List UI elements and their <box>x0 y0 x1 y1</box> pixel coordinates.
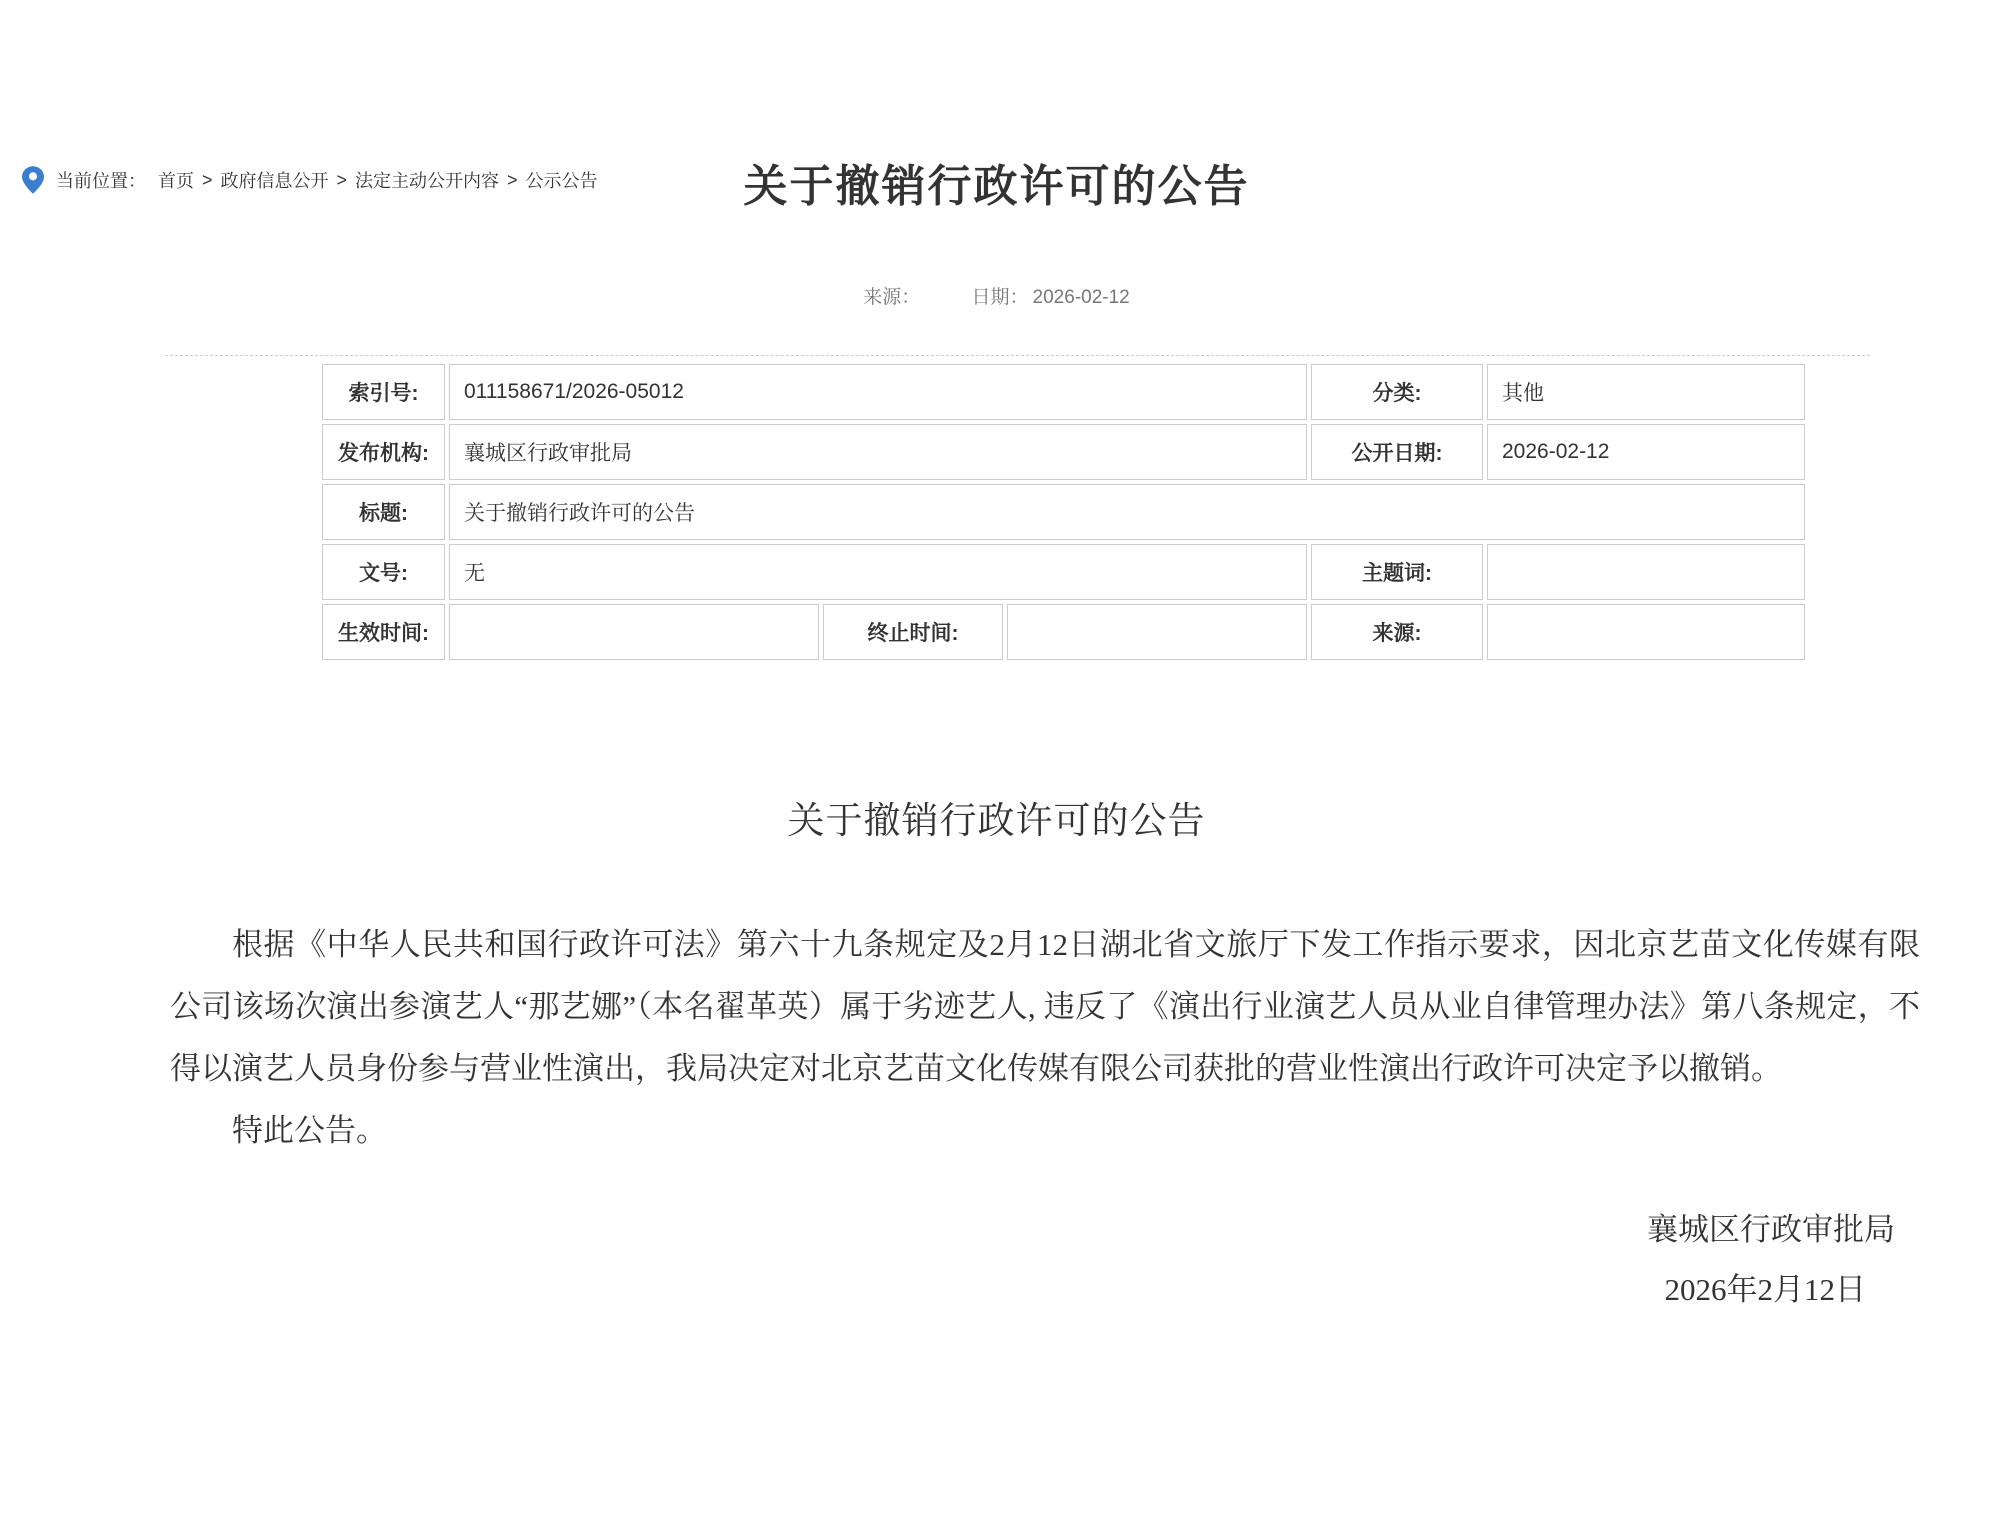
signature-block <box>170 1200 1920 1320</box>
table-source-label: 来源: <box>1311 604 1483 660</box>
page-title: 关于撤销行政许可的公告 <box>743 162 1250 211</box>
breadcrumb-item-public-notices[interactable]: 公示公告 <box>525 171 598 191</box>
table-row-title <box>322 484 1805 540</box>
location-pin-icon <box>22 166 44 194</box>
document-body <box>170 914 1920 1320</box>
table-row-agency <box>322 424 1805 480</box>
keywords-label: 主题词: <box>1311 544 1483 600</box>
publish-date-value: 2026-02-12 <box>1487 424 1805 480</box>
publishing-agency-value: 襄城区行政审批局 <box>449 424 1307 480</box>
document-meta-table <box>318 360 1809 664</box>
breadcrumb-item-gov-info[interactable]: 政府信息公开 <box>220 171 329 191</box>
effective-time-label: 生效时间: <box>322 604 445 660</box>
breadcrumb <box>22 166 598 194</box>
meta-line <box>0 282 1993 309</box>
publish-date-label: 公开日期: <box>1311 424 1483 480</box>
signature-date: 2026年2月12日 <box>1664 1272 1866 1307</box>
announcement-page <box>0 150 1993 1539</box>
category-label: 分类: <box>1311 364 1483 420</box>
breadcrumb-separator: > <box>202 169 213 190</box>
body-paragraph: 根据《中华人民共和国行政许可法》第六十九条规定及2月12日湖北省文旅厅下发工作指示要求，因北京艺苗文化传媒有限公司该场次演出参演艺人“那艺娜”（本名翟革英）属于劣迹艺人, 违反了《演出行业演艺人员从业自律管理办法》第八条规定，不得以演艺人员身份参与营业性演出，我局决定对北京艺苗文化传媒有限公司获批的营业性演出行政许可决定予以撤销。 <box>170 927 1920 1086</box>
dashed-divider <box>165 355 1870 356</box>
table-row-dates <box>322 604 1805 660</box>
doc-title-label: 标题: <box>322 484 445 540</box>
index-number-label: 索引号: <box>322 364 445 420</box>
breadcrumb-item-legal-disclosure[interactable]: 法定主动公开内容 <box>355 171 500 191</box>
doc-number-label: 文号: <box>322 544 445 600</box>
breadcrumb-items <box>158 167 598 193</box>
keywords-value <box>1487 544 1805 600</box>
table-source-value <box>1487 604 1805 660</box>
doc-number-value: 无 <box>449 544 1307 600</box>
end-time-value <box>1007 604 1307 660</box>
source-label: 来源： <box>863 287 921 308</box>
table-row-docnum <box>322 544 1805 600</box>
publishing-agency-label: 发布机构: <box>322 424 445 480</box>
signature-agency: 襄城区行政审批局 <box>1647 1212 1895 1247</box>
body-paragraph-closing: 特此公告。 <box>232 1113 387 1148</box>
breadcrumb-separator: > <box>336 169 348 190</box>
effective-time-value <box>449 604 819 660</box>
index-number-value: 011158671/2026-05012 <box>449 364 1307 420</box>
document-title: 关于撤销行政许可的公告 <box>787 801 1206 842</box>
table-row-index <box>322 364 1805 420</box>
category-value: 其他 <box>1487 364 1805 420</box>
doc-title-value: 关于撤销行政许可的公告 <box>449 484 1805 540</box>
breadcrumb-item-home[interactable]: 首页 <box>158 171 194 191</box>
date-value: 2026-02-12 <box>1032 287 1130 308</box>
breadcrumb-label: 当前位置： <box>56 171 146 191</box>
date-label: 日期： <box>971 287 1029 308</box>
document-content <box>0 790 1993 1320</box>
breadcrumb-separator: > <box>507 169 518 190</box>
end-time-label: 终止时间: <box>823 604 1003 660</box>
